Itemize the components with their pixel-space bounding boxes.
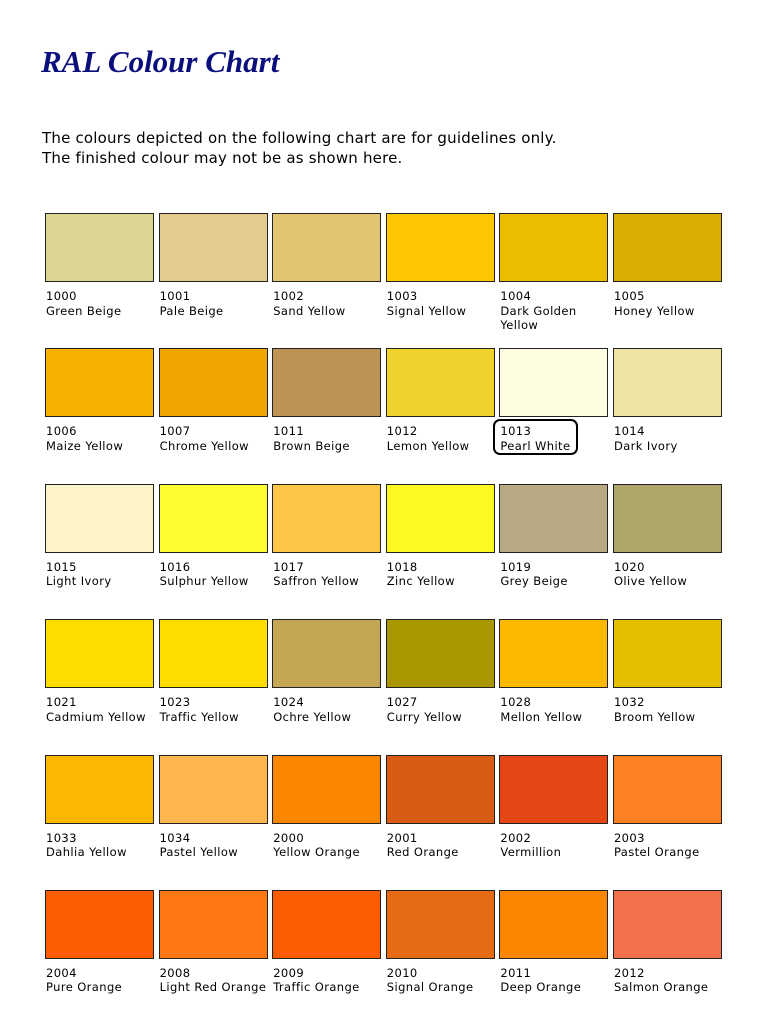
colour-label (613, 560, 722, 589)
colour-tile-1027 (386, 619, 495, 754)
colour-tile-1011 (272, 348, 381, 483)
colour-label (272, 831, 381, 860)
colour-code: 2010 (386, 965, 418, 980)
colour-code: 1006 (46, 424, 77, 439)
colour-label (272, 289, 381, 318)
colour-label (159, 831, 268, 860)
colour-swatch (386, 890, 495, 959)
intro-text (42, 128, 557, 168)
colour-tile-1003 (386, 213, 495, 348)
colour-code: 2009 (273, 965, 305, 980)
colour-tile-1006 (45, 348, 154, 483)
colour-name: Brown Beige (273, 438, 350, 453)
colour-name: Broom Yellow (613, 709, 696, 724)
colour-code: 2012 (613, 965, 645, 980)
colour-name: Light Red Orange (159, 980, 267, 995)
colour-swatch (499, 484, 608, 553)
colour-name: Ochre Yellow (273, 709, 352, 724)
colour-swatch (499, 348, 608, 417)
colour-name: Olive Yellow (613, 574, 688, 589)
colour-tile-1014 (613, 348, 722, 483)
colour-code: 1016 (159, 559, 191, 574)
intro-line: The colours depicted on the following chart are for guidelines only. (42, 129, 557, 147)
colour-tile-1021 (45, 619, 154, 754)
colour-label (499, 831, 608, 860)
colour-label (613, 424, 722, 453)
colour-swatch (272, 619, 381, 688)
colour-name: Grey Beige (500, 574, 568, 589)
colour-name: Dark Golden Yellow (500, 303, 577, 332)
colour-name: Signal Yellow (386, 303, 467, 318)
colour-name: Lemon Yellow (386, 438, 470, 453)
colour-tile-1002 (272, 213, 381, 348)
colour-label (386, 695, 495, 724)
colour-name: Zinc Yellow (386, 574, 455, 589)
colour-tile-1001 (159, 213, 268, 348)
colour-label (272, 560, 381, 589)
colour-grid (45, 213, 722, 1025)
colour-label (613, 831, 722, 860)
colour-name: Deep Orange (500, 980, 582, 995)
colour-name: Cadmium Yellow (46, 709, 146, 724)
colour-tile-1012 (386, 348, 495, 483)
colour-code: 1017 (273, 559, 305, 574)
colour-label (272, 966, 381, 995)
colour-swatch (499, 213, 608, 282)
colour-tile-1020 (613, 484, 722, 619)
colour-code: 2000 (273, 830, 305, 845)
colour-code: 2003 (613, 830, 645, 845)
colour-swatch (159, 213, 268, 282)
colour-tile-1023 (159, 619, 268, 754)
colour-name: Green Beige (46, 303, 122, 318)
colour-tile-2011 (499, 890, 608, 1025)
colour-code: 2011 (500, 965, 532, 980)
colour-label (499, 289, 608, 333)
colour-label (613, 695, 722, 724)
colour-label (499, 560, 608, 589)
colour-swatch (499, 890, 608, 959)
colour-code: 2001 (386, 830, 418, 845)
colour-name: Traffic Yellow (159, 709, 239, 724)
colour-code: 1007 (159, 424, 191, 439)
colour-name: Pearl White (500, 438, 571, 453)
colour-tile-1017 (272, 484, 381, 619)
colour-code: 1001 (159, 289, 191, 303)
colour-code: 1023 (159, 695, 191, 710)
colour-swatch (159, 348, 268, 417)
colour-swatch (45, 619, 154, 688)
colour-name: Pale Beige (159, 303, 224, 318)
colour-label (159, 289, 268, 318)
colour-name: Curry Yellow (386, 709, 463, 724)
colour-label (45, 966, 154, 995)
colour-tile-1033 (45, 755, 154, 890)
colour-swatch (272, 484, 381, 553)
colour-name: Honey Yellow (613, 303, 695, 318)
colour-swatch (386, 755, 495, 824)
colour-swatch (272, 755, 381, 824)
colour-swatch (45, 213, 154, 282)
colour-label (613, 289, 722, 318)
colour-name: Sulphur Yellow (159, 574, 249, 589)
colour-label (386, 831, 495, 860)
colour-tile-1013 (499, 348, 608, 483)
colour-name: Red Orange (386, 845, 459, 860)
colour-swatch (613, 755, 722, 824)
colour-swatch (499, 755, 608, 824)
colour-code: 1021 (46, 695, 77, 710)
colour-name: Sand Yellow (273, 303, 346, 318)
page-title: RAL Colour Chart (41, 44, 280, 79)
colour-tile-1032 (613, 619, 722, 754)
colour-label (386, 289, 495, 318)
colour-tile-2004 (45, 890, 154, 1025)
colour-swatch (613, 348, 722, 417)
colour-code: 1014 (613, 424, 645, 439)
colour-code: 1018 (386, 559, 418, 574)
colour-tile-2009 (272, 890, 381, 1025)
colour-tile-1016 (159, 484, 268, 619)
colour-name: Salmon Orange (613, 980, 709, 995)
colour-name: Chrome Yellow (159, 438, 249, 453)
colour-label (272, 424, 381, 453)
colour-code: 1013 (500, 424, 532, 439)
colour-swatch (45, 890, 154, 959)
colour-label (272, 695, 381, 724)
colour-code: 2004 (46, 965, 77, 980)
colour-code: 1011 (273, 424, 305, 439)
colour-code: 1024 (273, 695, 305, 710)
colour-swatch (45, 348, 154, 417)
colour-name: Maize Yellow (46, 438, 124, 453)
colour-label (45, 695, 154, 724)
colour-label (45, 424, 154, 453)
intro-line: The finished colour may not be as shown here. (42, 149, 403, 167)
colour-label (159, 424, 268, 453)
colour-tile-2010 (386, 890, 495, 1025)
colour-swatch (613, 213, 722, 282)
colour-tile-2002 (499, 755, 608, 890)
colour-tile-2003 (613, 755, 722, 890)
colour-tile-1024 (272, 619, 381, 754)
colour-name: Mellon Yellow (500, 709, 583, 724)
colour-code: 1000 (46, 289, 77, 303)
colour-tile-2012 (613, 890, 722, 1025)
colour-code: 1020 (613, 559, 645, 574)
colour-swatch (159, 619, 268, 688)
colour-name: Dark Ivory (613, 438, 678, 453)
colour-name: Signal Orange (386, 980, 474, 995)
colour-code: 1032 (613, 695, 645, 710)
colour-tile-1018 (386, 484, 495, 619)
colour-tile-2000 (272, 755, 381, 890)
colour-swatch (159, 890, 268, 959)
colour-label (613, 966, 722, 995)
colour-swatch (272, 890, 381, 959)
colour-swatch (159, 755, 268, 824)
colour-swatch (499, 619, 608, 688)
colour-name: Saffron Yellow (273, 574, 360, 589)
colour-swatch (613, 619, 722, 688)
colour-code: 1003 (386, 289, 418, 303)
colour-code: 1005 (613, 289, 645, 303)
colour-name: Pure Orange (46, 980, 123, 995)
colour-swatch (386, 619, 495, 688)
colour-swatch (272, 348, 381, 417)
colour-tile-1004 (499, 213, 608, 348)
colour-code: 2008 (159, 965, 191, 980)
colour-name: Yellow Orange (273, 845, 360, 860)
colour-swatch (613, 890, 722, 959)
colour-label (45, 560, 154, 589)
colour-code: 1004 (500, 289, 532, 303)
colour-code: 1015 (46, 559, 77, 574)
colour-swatch (386, 484, 495, 553)
colour-label (499, 424, 608, 453)
colour-tile-1028 (499, 619, 608, 754)
colour-tile-1000 (45, 213, 154, 348)
colour-swatch (45, 755, 154, 824)
colour-name: Traffic Orange (273, 980, 360, 995)
colour-code: 1034 (159, 830, 191, 845)
colour-code: 1002 (273, 289, 305, 303)
colour-swatch (386, 348, 495, 417)
colour-tile-1005 (613, 213, 722, 348)
colour-label (45, 831, 154, 860)
colour-label (499, 695, 608, 724)
colour-swatch (159, 484, 268, 553)
colour-code: 1019 (500, 559, 532, 574)
colour-code: 2002 (500, 830, 532, 845)
colour-label (386, 966, 495, 995)
colour-code: 1028 (500, 695, 532, 710)
colour-label (159, 560, 268, 589)
colour-swatch (613, 484, 722, 553)
colour-swatch (45, 484, 154, 553)
colour-label (159, 966, 268, 995)
colour-swatch (386, 213, 495, 282)
colour-name: Light Ivory (46, 574, 112, 589)
colour-tile-1019 (499, 484, 608, 619)
colour-name: Pastel Orange (613, 845, 700, 860)
colour-name: Vermillion (500, 845, 562, 860)
colour-code: 1012 (386, 424, 418, 439)
colour-tile-1034 (159, 755, 268, 890)
colour-label (386, 424, 495, 453)
colour-tile-1015 (45, 484, 154, 619)
colour-tile-2001 (386, 755, 495, 890)
colour-label (45, 289, 154, 318)
colour-swatch (272, 213, 381, 282)
colour-label (386, 560, 495, 589)
colour-code: 1027 (386, 695, 418, 710)
colour-name: Dahlia Yellow (46, 845, 127, 860)
colour-tile-2008 (159, 890, 268, 1025)
colour-tile-1007 (159, 348, 268, 483)
colour-code: 1033 (46, 830, 77, 845)
colour-label (159, 695, 268, 724)
colour-label (499, 966, 608, 995)
colour-name: Pastel Yellow (159, 845, 239, 860)
